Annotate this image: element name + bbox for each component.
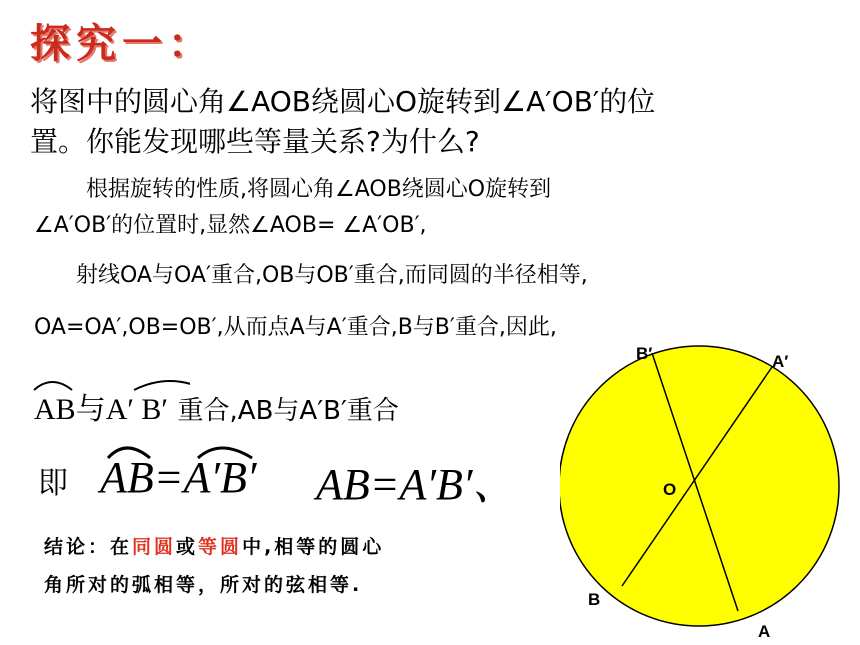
arc-equation: AB=A′B′	[100, 453, 257, 502]
slide-title: 探究一：	[30, 20, 214, 67]
explanation-line-1: 根据旋转的性质,将圆心角∠AOB绕圆心O旋转到	[86, 177, 552, 202]
conclusion-same-circle: 同圆	[132, 536, 177, 558]
arc-connector: 与	[75, 392, 106, 427]
circle	[560, 346, 839, 626]
arc-aprime-bprime-label: A′ B′	[105, 393, 168, 426]
label-a: A	[758, 622, 771, 641]
chord-equation: AB=A′B′、	[316, 460, 517, 509]
question-line-2: 置。你能发现哪些等量关系?为什么?	[30, 125, 480, 158]
arc-ab-label: AB	[34, 393, 76, 426]
explanation-line-3: 射线OA与OA′重合,OB与OB′重合,而同圆的半径相等,	[76, 263, 588, 288]
arc-symbol-ab	[34, 382, 72, 390]
circle-figure	[560, 340, 850, 640]
conclusion-equal-circle: 等圆	[198, 536, 243, 558]
arc-symbols	[30, 372, 190, 396]
arc-symbol-aprime-bprime	[134, 381, 190, 390]
conclusion-or: 或	[176, 536, 199, 558]
conclusion-prefix: 结论：在	[44, 536, 133, 558]
label-a-prime: A′	[772, 352, 789, 371]
explanation-line-2: ∠A′OB′的位置时,显然∠AOB= ∠A′OB′,	[34, 213, 427, 238]
label-b: B	[588, 590, 601, 609]
question-line-1: 将图中的圆心角∠AOB绕圆心O旋转到∠A′OB′的位	[30, 85, 656, 118]
label-b-prime: B′	[636, 344, 653, 363]
conclusion-line-2: 角所对的弧相等，所对的弦相等.	[44, 574, 363, 596]
ji-label: 即	[38, 466, 68, 501]
conclusion-line-1	[44, 532, 384, 559]
arc-coincide-text: 重合,AB与A′B′重合	[177, 396, 399, 426]
label-o: O	[663, 480, 677, 499]
explanation-line-4: OA=OA′,OB=OB′,从而点A与A′重合,B与B′重合,因此,	[34, 315, 557, 340]
conclusion-rest: 中,相等的圆心	[242, 536, 385, 558]
